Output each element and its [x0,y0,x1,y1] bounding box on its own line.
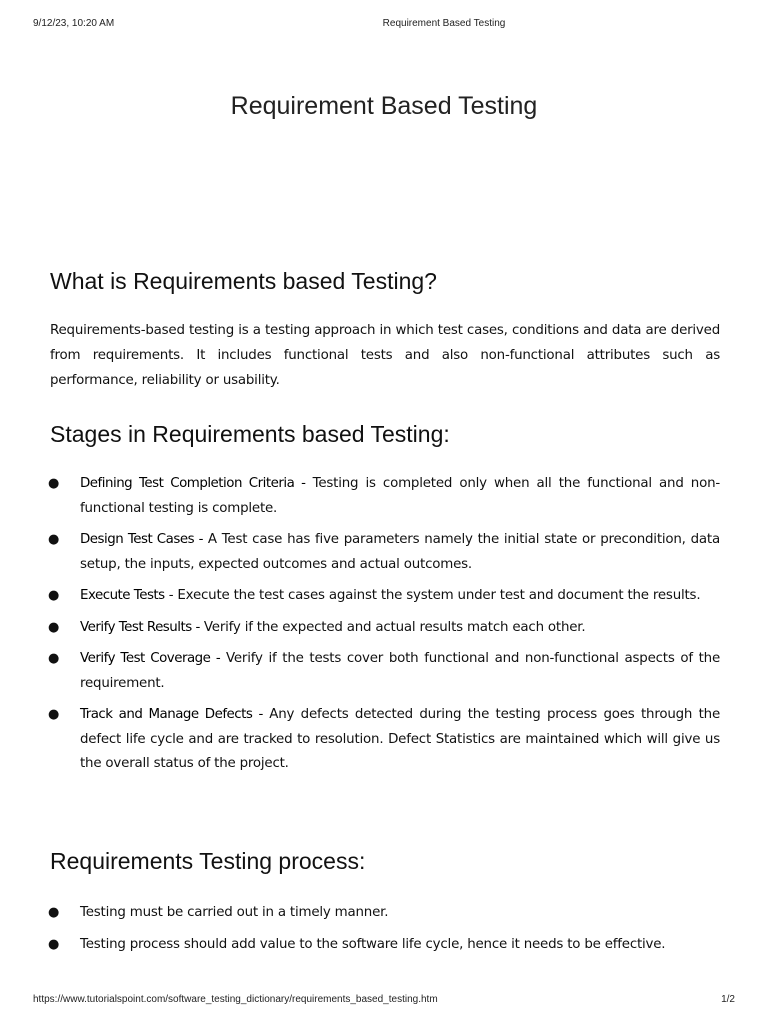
bullet-icon: ● [48,936,60,952]
print-footer [0,994,768,1008]
list-item-text: Any defects detected during the testing process goes through the defect life cycle and are tracked to resolution. Defect Statistics are maintained which will give us the overall status of the project. [80,707,721,771]
bullet-icon: ● [48,619,60,635]
bullet-icon: ● [48,651,60,666]
list-item [48,703,720,777]
bullet-icon: ● [48,532,60,547]
list-item-text: Verify if the expected and actual results match each other. [199,619,586,635]
intro-paragraph: Requirements-based testing is a testing approach in which test cases, conditions and data are derived from requirements. It includes functional tests and also non-functional attributes such as performance, reliability or usability. [50,323,720,388]
section-stages [50,421,720,448]
process-list [48,901,720,957]
list-item-text: Testing process should add value to the software life cycle, hence it needs to be effective. [80,936,666,952]
list-item-term: Defining Test Completion Criteria - [80,476,306,491]
list-item [48,647,720,696]
list-item-text: - Execute the test cases against the system under test and document the results. [164,588,701,603]
print-doc-title: Requirement Based Testing [382,18,506,29]
print-header [0,18,768,32]
list-item [48,584,720,609]
list-item-text: Verify if the tests cover both functional and non-functional aspects of the requirement. [80,651,720,691]
print-datetime: 9/12/23, 10:20 AM [33,18,115,29]
bullet-icon: ● [48,905,60,920]
list-item-term: Verify Test Coverage - [80,651,221,666]
list-item-text: Testing is completed only when all the functional and non-functional testing is complete. [80,476,720,516]
list-item-text: A Test case has five parameters namely the initial state or precondition, data setup, the inputs, expected outcomes and actual outcomes. [80,532,720,572]
section-heading-what-is: What is Requirements based Testing? [50,268,437,294]
list-item-term: Execute Tests [80,588,165,603]
list-item [48,901,720,926]
list-item-term: Track and Manage Defects - [80,707,263,722]
bullet-icon: ● [48,476,60,491]
list-item [48,472,720,521]
list-item [48,616,720,641]
bullet-icon: ● [48,707,60,722]
stages-list-wrapper [48,472,720,777]
section-heading-process: Requirements Testing process: [50,848,366,874]
section-what-is-body [50,318,720,393]
section-what-is [50,268,720,295]
section-process [50,848,720,875]
bullet-icon: ● [48,588,60,603]
list-item-text: Testing must be carried out in a timely manner. [80,905,389,920]
list-item-term: Design Test Cases - [80,532,203,547]
list-item [48,933,720,958]
print-url: https://www.tutorialspoint.com/software_testing_dictionary/requirements_based_testing.htm [33,994,438,1005]
section-heading-stages: Stages in Requirements based Testing: [50,421,450,447]
page-number: 1/2 [721,994,735,1005]
list-item [48,528,720,577]
stages-list [48,472,720,777]
list-item-term: Verify Test Results - [80,619,200,635]
process-list-wrapper [48,901,720,957]
page-title: Requirement Based Testing [230,92,538,120]
